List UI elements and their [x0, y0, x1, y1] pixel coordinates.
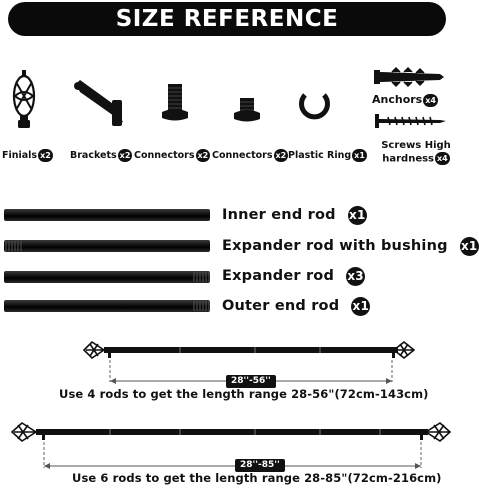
part-finials: [2, 149, 53, 163]
qty-badge: x2: [40, 151, 51, 160]
qty-badge: x2: [275, 151, 287, 160]
part-label: Anchors: [372, 93, 423, 106]
part-label: Brackets: [70, 150, 117, 161]
qty-badge: x2: [197, 151, 209, 160]
qty-badge: x4: [437, 154, 448, 163]
part-label: Plastic Ring: [288, 150, 352, 161]
finial-icon: [14, 70, 34, 128]
assembly-note: Use 6 rods to get the length range 28-85"(72cm-216cm): [72, 471, 442, 485]
assembly-6-rods: [0, 414, 461, 470]
assembly-note: Use 4 rods to get the length range 28-56"(72cm-143cm): [59, 387, 429, 401]
rod-label: Inner end rod: [222, 207, 336, 223]
qty-badge: x2: [119, 151, 131, 160]
part-label: Finials: [2, 150, 38, 161]
qty-badge: x1: [351, 297, 370, 316]
rod-label-expander: [222, 266, 365, 286]
bracket-icon: [74, 80, 123, 126]
anchor-icon: [374, 68, 444, 86]
part-label: Screws High hardness: [381, 140, 451, 165]
rod-label: Expander rod: [222, 268, 335, 284]
rod-label-outer: [222, 296, 370, 316]
part-brackets: [70, 149, 132, 163]
part-connectors-short: [212, 149, 288, 163]
part-label: Connectors: [212, 150, 273, 161]
finial-icon: [426, 423, 450, 441]
screw-icon: [375, 114, 446, 128]
rod-label-inner: [222, 205, 367, 225]
rod-threads: [0, 200, 220, 320]
part-screws: [374, 140, 458, 166]
connector-short-icon: [234, 98, 260, 122]
rod-label: Outer end rod: [222, 298, 340, 314]
qty-badge: x4: [425, 95, 436, 105]
part-label: Connectors: [134, 150, 195, 161]
page-title: SIZE REFERENCE: [115, 6, 339, 32]
qty-badge: x3: [346, 267, 365, 286]
plastic-ring-icon: [302, 95, 328, 117]
rod-label-bushing: [222, 236, 479, 256]
finial-icon: [394, 342, 414, 358]
connector-long-icon: [162, 84, 188, 121]
part-connectors-long: [134, 149, 210, 163]
qty-badge: x1: [354, 151, 365, 160]
rod-label: Expander rod with bushing: [222, 238, 448, 254]
qty-badge: x1: [460, 237, 479, 256]
finial-icon: [12, 423, 36, 441]
title-banner: [8, 2, 446, 36]
part-plastic-ring: [288, 149, 367, 163]
finial-icon: [84, 342, 104, 358]
range-tag: 28''-56'': [226, 375, 276, 388]
part-anchors: [372, 93, 438, 107]
range-tag: 28''-85'': [235, 459, 285, 472]
qty-badge: x1: [348, 206, 367, 225]
